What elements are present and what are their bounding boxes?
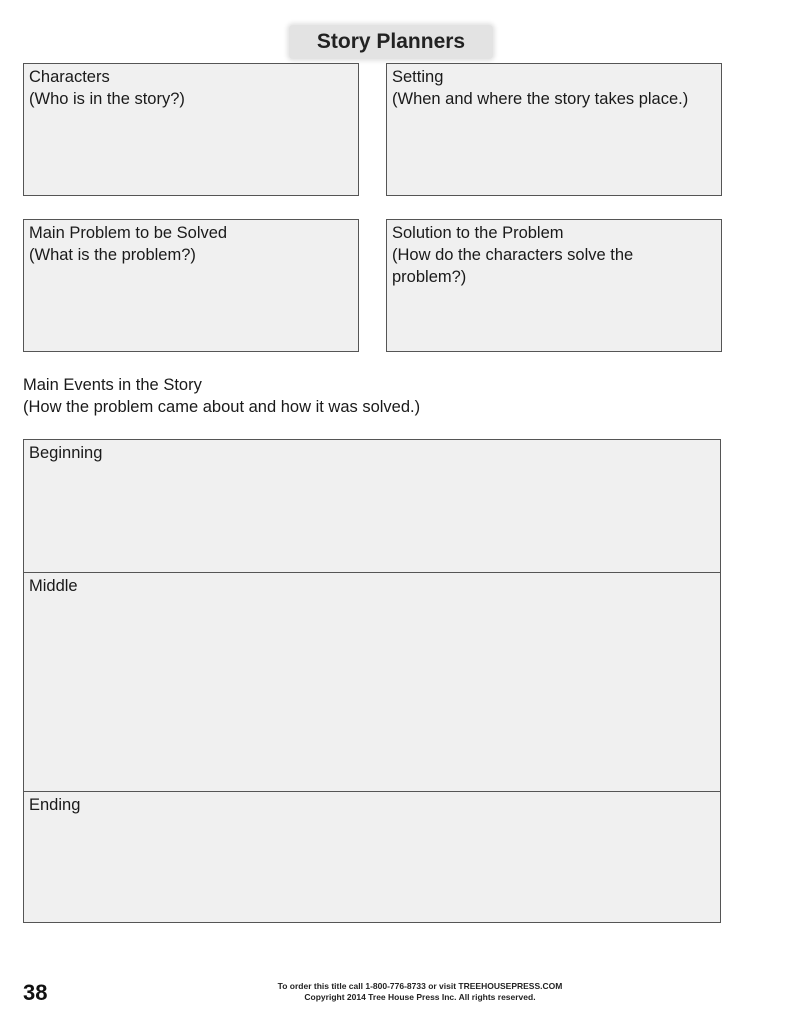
beginning-label: Beginning xyxy=(29,444,103,462)
main-events-label xyxy=(23,374,420,418)
setting-box[interactable] xyxy=(386,63,722,196)
page-number: 38 xyxy=(23,980,48,1005)
problem-heading: Main Problem to be Solved xyxy=(29,224,228,242)
setting-heading: Setting xyxy=(392,68,444,86)
characters-box[interactable] xyxy=(23,63,359,196)
main-events-prompt: (How the problem came about and how it was solved.) xyxy=(23,398,421,416)
footer-copyright: Copyright 2014 Tree House Press Inc. All rights reserved. xyxy=(304,992,536,1002)
solution-box[interactable] xyxy=(386,219,722,352)
ending-row[interactable] xyxy=(24,791,720,922)
problem-box[interactable] xyxy=(23,219,359,352)
middle-row[interactable] xyxy=(24,572,720,791)
main-events-heading: Main Events in the Story xyxy=(23,376,202,394)
solution-heading: Solution to the Problem xyxy=(392,224,564,242)
footer-order-line: To order this title call 1-800-776-8733 or visit TREEHOUSEPRESS.COM xyxy=(277,981,563,991)
setting-prompt: (When and where the story takes place.) xyxy=(392,90,689,108)
page-title-banner xyxy=(289,25,493,59)
solution-prompt: (How do the characters solve the problem?) xyxy=(392,246,634,286)
ending-label: Ending xyxy=(29,796,81,814)
problem-prompt: (What is the problem?) xyxy=(29,246,196,264)
beginning-row[interactable] xyxy=(24,440,720,572)
footer xyxy=(230,981,610,1003)
main-events-table xyxy=(23,439,721,923)
page-title: Story Planners xyxy=(316,30,466,53)
characters-prompt: (Who is in the story?) xyxy=(29,90,185,108)
characters-heading: Characters xyxy=(29,68,110,86)
middle-label: Middle xyxy=(29,577,78,595)
